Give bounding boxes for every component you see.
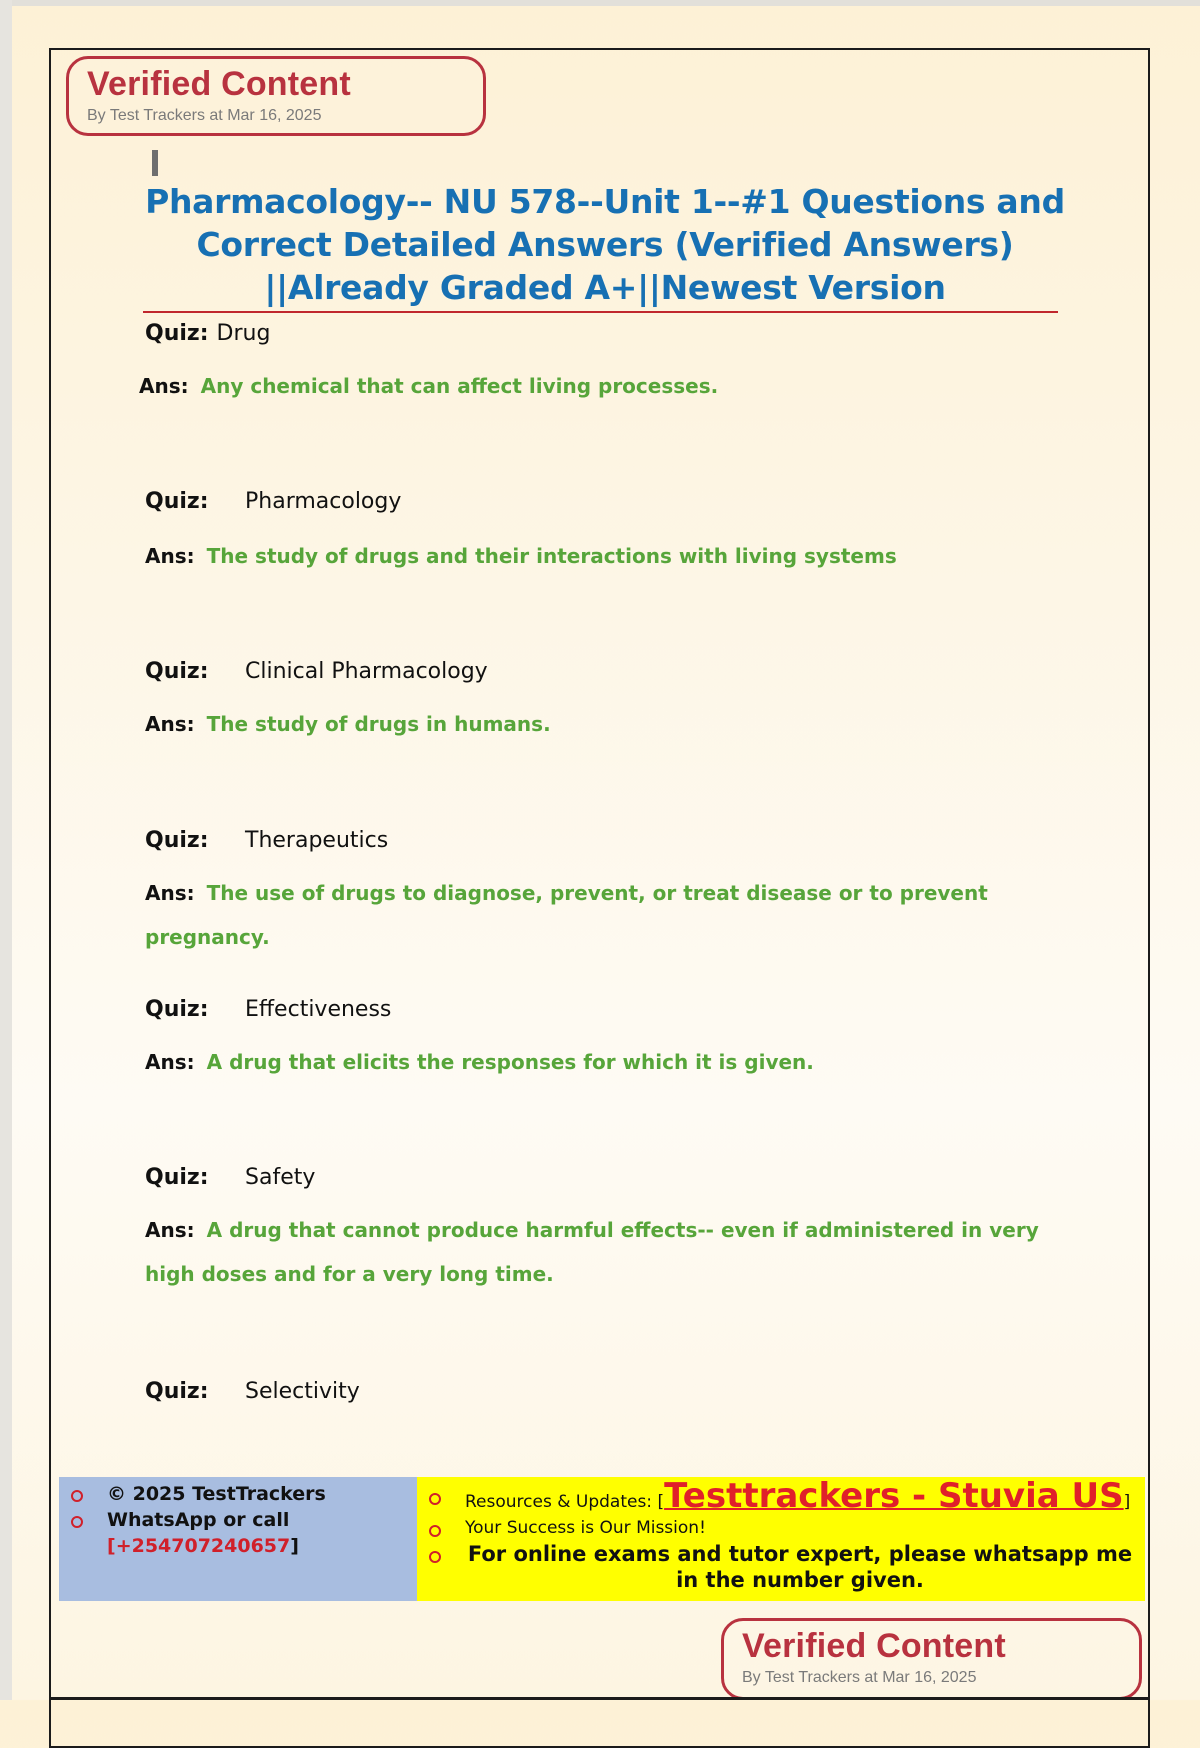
footer-contact-panel: [59, 1477, 417, 1601]
question-line: [145, 827, 1105, 855]
answer-line: [145, 702, 1105, 746]
answer-label: Ans:: [145, 544, 195, 568]
question-line: [145, 658, 1105, 686]
quiz-label: Quiz:: [145, 828, 209, 853]
question-text: Clinical Pharmacology: [245, 659, 488, 684]
footer-note: [465, 1541, 1135, 1593]
stamp-subtitle: By Test Trackers at Mar 16, 2025: [87, 107, 322, 124]
qa-item: [145, 488, 1105, 578]
answer-text: The use of drugs to diagnose, prevent, or treat disease or to prevent pregnancy.: [145, 881, 988, 949]
phone-number[interactable]: [+254707240657]: [107, 1535, 299, 1557]
title-divider: [143, 311, 1058, 313]
question-text: Therapeutics: [245, 828, 389, 853]
answer-line: [145, 1208, 1085, 1296]
answer-text: Any chemical that can affect living processes.: [200, 374, 719, 398]
quiz-label: Quiz:: [145, 1379, 209, 1404]
question-line: [145, 1164, 1105, 1192]
answer-line: [145, 534, 1105, 578]
answer-label: Ans:: [145, 712, 195, 736]
document-title: Pharmacology-- NU 578--Unit 1--#1 Questions and Correct Detailed Answers (Verified Answers) ||Already Graded A+||Newest Version: [145, 182, 1065, 307]
question-text: Pharmacology: [245, 489, 402, 514]
qa-item: [145, 658, 1105, 746]
answer-text: The study of drugs and their interactions with living systems: [206, 544, 897, 568]
quiz-label: Quiz:: [145, 659, 209, 684]
footer-contact: [107, 1507, 417, 1559]
copyright-text: © 2025 TestTrackers: [107, 1483, 326, 1505]
quiz-label: Quiz:: [145, 997, 209, 1022]
question-line: [145, 1378, 1105, 1406]
stamp-subtitle: By Test Trackers at Mar 16, 2025: [742, 1669, 977, 1686]
footer-resources: Resources & Updates: [Testtrackers - Stuvia US]: [465, 1483, 1135, 1515]
circle-bullet-icon: [71, 1490, 83, 1502]
answer-line: [139, 364, 1105, 408]
phone-value: +254707240657: [115, 1535, 291, 1557]
text-cursor: [152, 150, 158, 176]
window-top-edge: [0, 0, 1200, 6]
qa-item: [139, 320, 1105, 408]
question-text: Selectivity: [245, 1379, 360, 1404]
question-text: Effectiveness: [245, 997, 392, 1022]
footer-banner: [59, 1477, 1145, 1601]
qa-item: [145, 996, 1105, 1084]
question-line: [145, 320, 1105, 348]
answer-text: A drug that cannot produce harmful effects-- even if administered in very high doses and for a very long time.: [145, 1218, 1039, 1286]
contact-text: WhatsApp or call: [107, 1509, 290, 1531]
circle-bullet-icon: [429, 1493, 441, 1505]
stamp-title: Verified Content: [87, 65, 351, 103]
circle-bullet-icon: [71, 1516, 83, 1528]
verified-stamp-bottom: [721, 1618, 1142, 1700]
answer-line: [145, 1040, 1105, 1084]
answer-label: Ans:: [145, 881, 195, 905]
quiz-label: Quiz:: [145, 321, 209, 346]
circle-bullet-icon: [429, 1551, 441, 1563]
footer-mission: [465, 1515, 1135, 1541]
stuvia-link[interactable]: Testtrackers - Stuvia US: [664, 1476, 1124, 1516]
quiz-label: Quiz:: [145, 1165, 209, 1190]
verified-stamp-top: [66, 56, 486, 136]
qa-item: [145, 1378, 1105, 1406]
qa-item: [145, 827, 1105, 959]
stamp-title: Verified Content: [742, 1627, 1006, 1665]
answer-label: Ans:: [139, 374, 189, 398]
resources-label: Resources & Updates:: [465, 1492, 653, 1512]
question-line: [145, 996, 1105, 1024]
quiz-label: Quiz:: [145, 489, 209, 514]
mission-text: Your Success is Our Mission!: [465, 1518, 706, 1538]
footer-copyright: [107, 1481, 417, 1507]
question-text: Safety: [245, 1165, 316, 1190]
circle-bullet-icon: [429, 1525, 441, 1537]
answer-line: [145, 871, 1105, 959]
qa-item: [145, 1164, 1105, 1296]
window-left-edge: [0, 0, 12, 1700]
footer-info-panel: [417, 1477, 1145, 1601]
question-text: Drug: [216, 321, 271, 346]
answer-label: Ans:: [145, 1218, 195, 1242]
answer-label: Ans:: [145, 1050, 195, 1074]
note-text: For online exams and tutor expert, please whatsapp me in the number given.: [467, 1542, 1133, 1592]
answer-text: The study of drugs in humans.: [206, 712, 551, 736]
question-line: [145, 488, 1105, 516]
answer-text: A drug that elicits the responses for which it is given.: [206, 1050, 814, 1074]
